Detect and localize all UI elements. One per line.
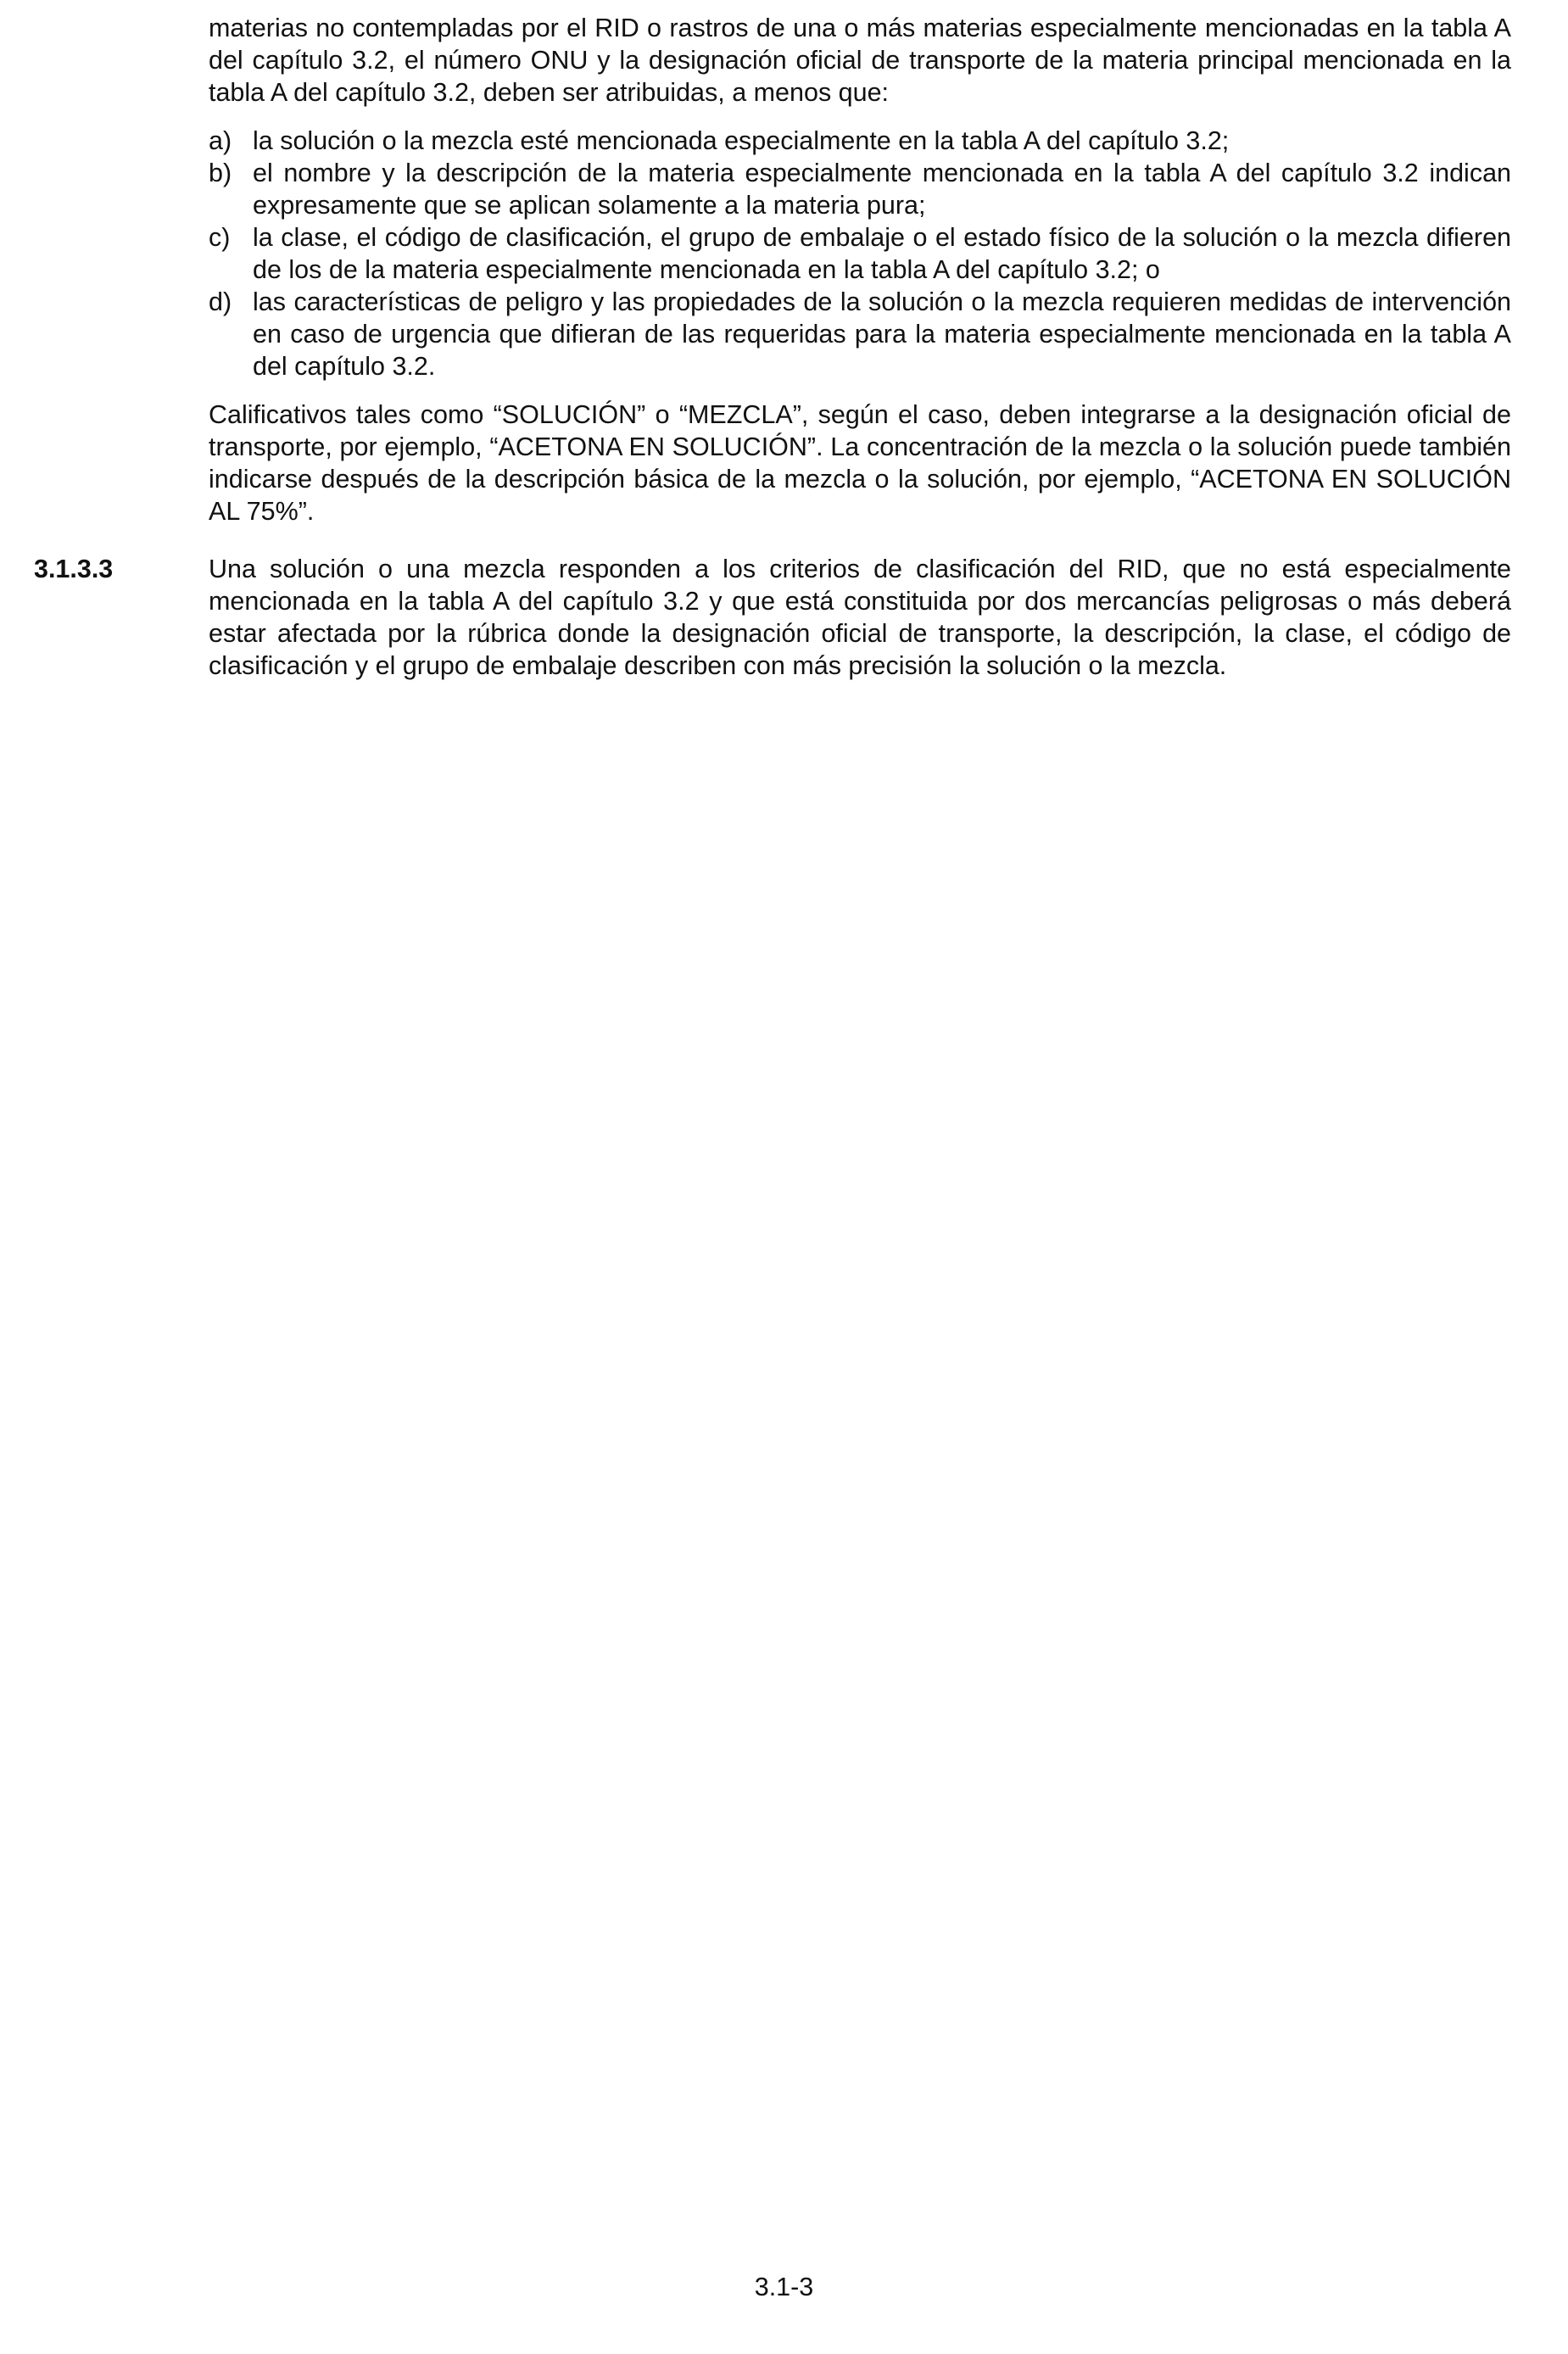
condition-marker: d) — [209, 287, 232, 316]
condition-text: la solución o la mezcla esté mencionada especialmente en la tabla A del capítulo 3.2; — [253, 126, 1230, 155]
page-number: 3.1-3 — [754, 2273, 814, 2301]
condition-item-c — [209, 221, 1511, 286]
document-body — [209, 12, 1511, 527]
intro-paragraph: materias no contempladas por el RID o rastros de una o más materias especialmente mencionadas en la tabla A del capítulo 3.2, el número ONU y la designación oficial de transporte de la materia principal mencionada en la tabla A del capítulo 3.2, deben ser atribuidas, a menos que: — [209, 14, 1511, 107]
paragraph-spacer — [209, 382, 1511, 399]
condition-item-d — [209, 286, 1511, 382]
conditions-list — [209, 125, 1511, 382]
condition-text: el nombre y la descripción de la materia especialmente mencionada en la tabla A del capítulo 3.2 indican expresamente que se aplican solamente a la materia pura; — [253, 159, 1511, 220]
section-3-1-3-3 — [34, 553, 1511, 682]
condition-item-b — [209, 157, 1511, 221]
condition-marker: a) — [209, 126, 232, 155]
section-number: 3.1.3.3 — [34, 555, 114, 583]
condition-text: las características de peligro y las propiedades de la solución o la mezcla requieren medidas de intervención en caso de urgencia que difieran de las requeridas para la materia especialmente mencionada en la tabla A del capítulo 3.2. — [253, 287, 1511, 381]
paragraph-spacer — [209, 109, 1511, 125]
condition-item-a — [209, 125, 1511, 157]
condition-marker: b) — [209, 159, 232, 187]
condition-text: la clase, el código de clasificación, el grupo de embalaje o el estado físico de la solución o la mezcla difieren de los de la materia especialmente mencionada en la tabla A del capítulo 3.2; o — [253, 223, 1511, 284]
qualifiers-paragraph: Calificativos tales como “SOLUCIÓN” o “MEZCLA”, según el caso, deben integrarse a la designación oficial de transporte, por ejemplo, “ACETONA EN SOLUCIÓN”. La concentración de la mezcla o la solución puede también indicarse después de la descripción básica de la mezcla o la solución, por ejemplo, “ACETONA EN SOLUCIÓN AL 75%”. — [209, 400, 1511, 526]
condition-marker: c) — [209, 223, 231, 252]
section-text: Una solución o una mezcla responden a los criterios de clasificación del RID, que no está especialmente mencionada en la tabla A del capítulo 3.2 y que está constituida por dos mercancías peligrosas o más deberá estar afectada por la rúbrica donde la designación oficial de transporte, la descripción, la clase, el código de clasificación y el grupo de embalaje describen con más precisión la solución o la mezcla. — [209, 555, 1511, 680]
